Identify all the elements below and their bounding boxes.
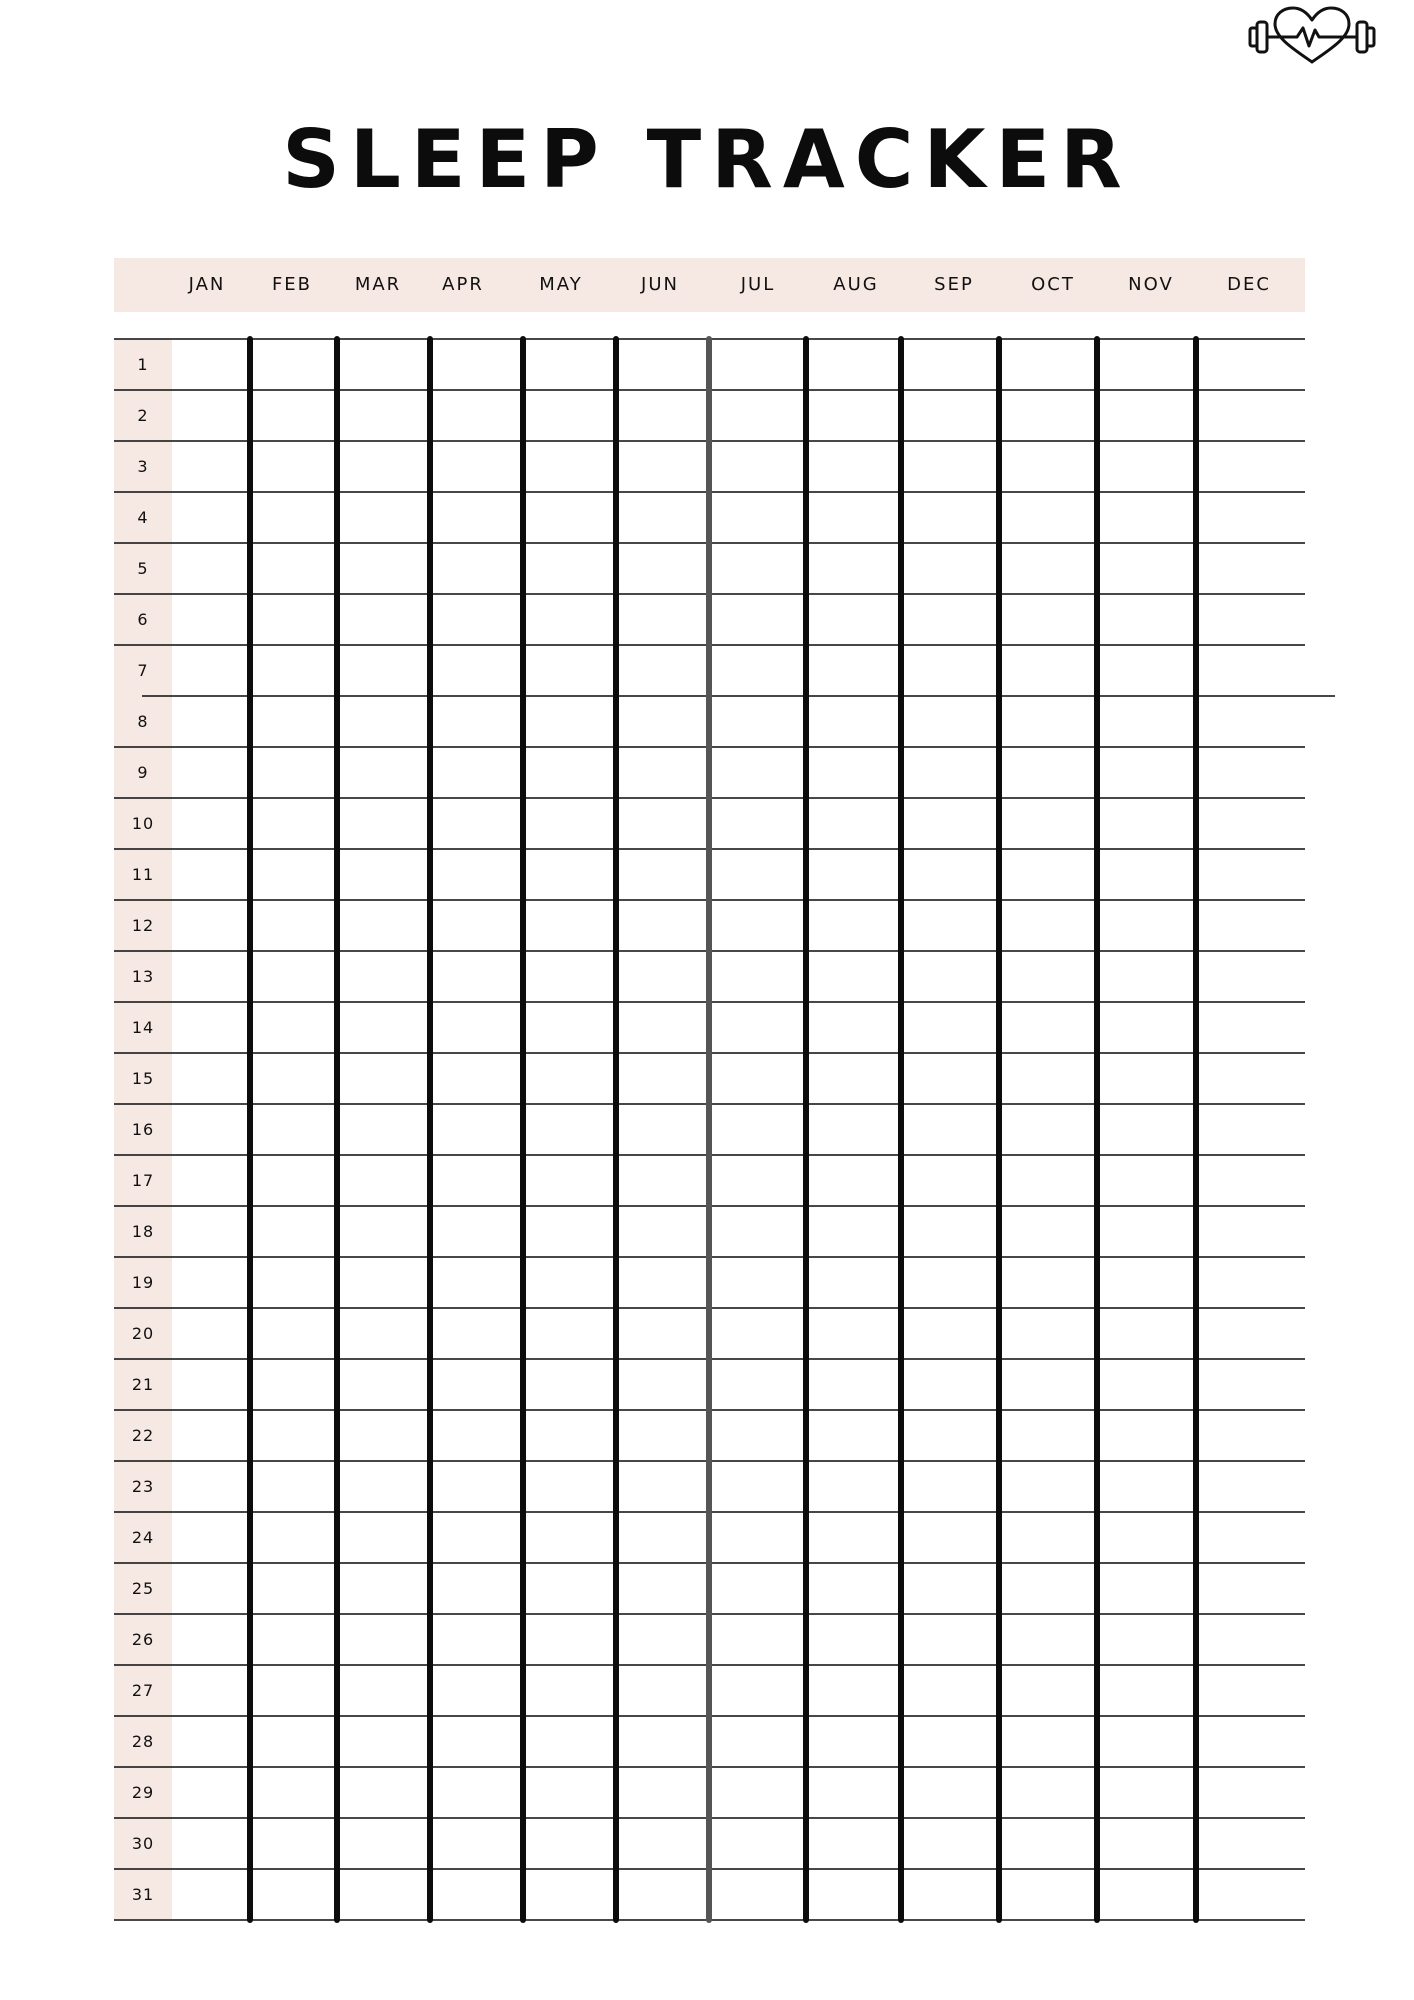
day-label-2: 2 (137, 406, 149, 425)
month-label-jul: JUL (740, 274, 776, 295)
day-label-9: 9 (137, 763, 149, 782)
day-label-15: 15 (131, 1069, 155, 1088)
month-label-oct: OCT (1031, 274, 1075, 295)
month-label-mar: MAR (354, 274, 402, 295)
day-label-5: 5 (137, 559, 149, 578)
day-label-27: 27 (131, 1681, 155, 1700)
day-label-26: 26 (131, 1630, 155, 1649)
month-label-jun: JUN (641, 274, 679, 295)
month-label-nov: NOV (1128, 274, 1174, 295)
month-label-sep: SEP (934, 274, 974, 295)
day-label-25: 25 (131, 1579, 155, 1598)
day-label-30: 30 (131, 1834, 155, 1853)
day-label-12: 12 (131, 916, 155, 935)
month-label-aug: AUG (833, 274, 879, 295)
day-label-13: 13 (131, 967, 155, 986)
month-label-may: MAY (539, 274, 583, 295)
month-label-dec: DEC (1227, 274, 1271, 295)
day-label-11: 11 (131, 865, 155, 884)
day-label-10: 10 (131, 814, 155, 833)
day-label-29: 29 (131, 1783, 155, 1802)
day-label-19: 19 (131, 1273, 155, 1292)
day-label-4: 4 (137, 508, 149, 527)
day-label-24: 24 (131, 1528, 155, 1547)
page-title: SLEEP TRACKER (282, 113, 1132, 206)
day-label-7: 7 (137, 661, 149, 680)
day-label-16: 16 (131, 1120, 155, 1139)
day-label-21: 21 (131, 1375, 155, 1394)
day-label-31: 31 (131, 1885, 155, 1904)
heart-dumbbell-icon (1247, 4, 1377, 66)
day-label-3: 3 (137, 457, 149, 476)
day-label-6: 6 (137, 610, 149, 629)
day-label-20: 20 (131, 1324, 155, 1343)
day-label-22: 22 (131, 1426, 155, 1445)
day-label-17: 17 (131, 1171, 155, 1190)
day-label-1: 1 (137, 355, 149, 374)
month-label-jan: JAN (188, 274, 226, 295)
day-label-18: 18 (131, 1222, 155, 1241)
day-label-14: 14 (131, 1018, 155, 1037)
day-label-28: 28 (131, 1732, 155, 1751)
month-label-apr: APR (442, 274, 484, 295)
month-label-feb: FEB (271, 274, 313, 295)
day-label-8: 8 (137, 712, 149, 731)
day-label-23: 23 (131, 1477, 155, 1496)
